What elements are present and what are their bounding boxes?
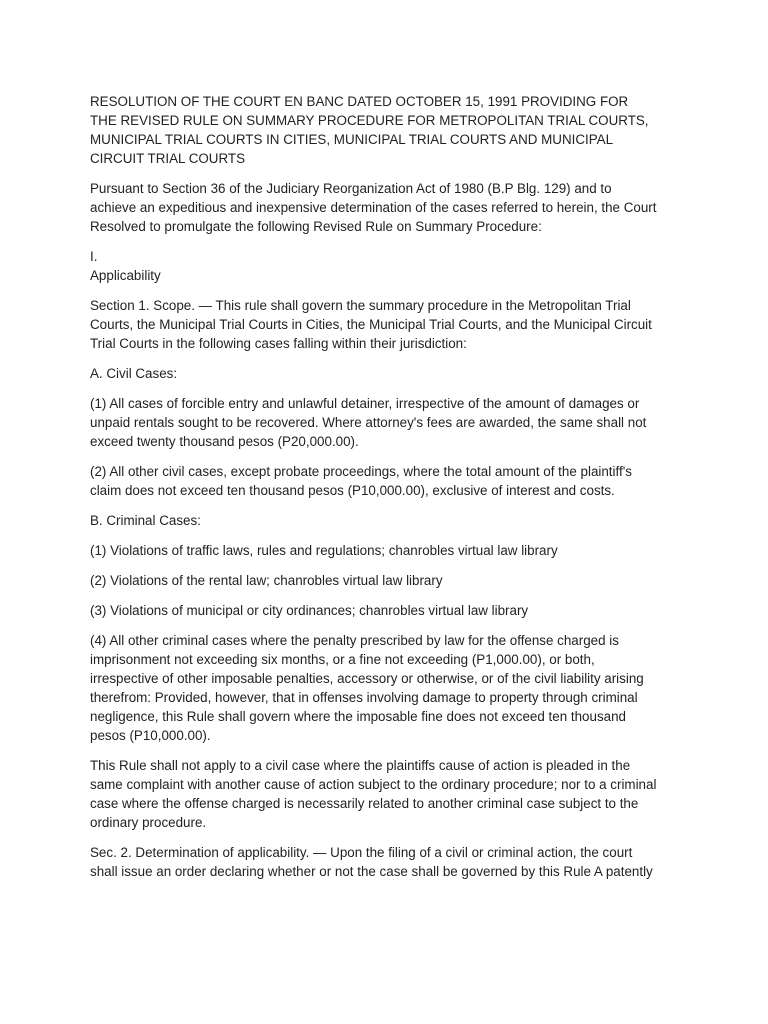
paragraph-line: This Rule shall not apply to a civil case where the plaintiffs cause of action is pleaded in the [90, 758, 631, 773]
civil-cases-heading: A. Civil Cases: [90, 366, 178, 381]
paragraph-line: claim does not exceed ten thousand pesos (P10,000.00), exclusive of interest and costs. [90, 483, 615, 498]
section-2-paragraph [90, 843, 690, 881]
paragraph-line: therefrom: Provided, however, that in offenses involving damage to property through criminal [90, 690, 638, 705]
paragraph-line: pesos (P10,000.00). [90, 728, 211, 743]
paragraph-line: Pursuant to Section 36 of the Judiciary Reorganization Act of 1980 (B.P Blg. 129) and to [90, 181, 612, 196]
document-title [90, 92, 690, 168]
paragraph-line: exceed twenty thousand pesos (P20,000.00). [90, 434, 359, 449]
paragraph-line: imprisonment not exceeding six months, or a fine not exceeding (P1,000.00), or both, [90, 652, 595, 667]
paragraph-line: irrespective of other imposable penalties, accessory or otherwise, or of the civil liability arising [90, 671, 644, 686]
criminal-case-item-4 [90, 631, 690, 745]
paragraph-line: Sec. 2. Determination of applicability. — Upon the filing of a civil or criminal action, the court [90, 845, 633, 860]
paragraph-line: (4) All other criminal cases where the penalty prescribed by law for the offense charged is [90, 633, 619, 648]
section-1-paragraph [90, 296, 690, 353]
paragraph-line: negligence, this Rule shall govern where the imposable fine does not exceed ten thousand [90, 709, 626, 724]
title-line: THE REVISED RULE ON SUMMARY PROCEDURE FOR METROPOLITAN TRIAL COURTS, [90, 113, 649, 128]
title-line: RESOLUTION OF THE COURT EN BANC DATED OCTOBER 15, 1991 PROVIDING FOR [90, 94, 629, 109]
paragraph-line: (2) All other civil cases, except probate proceedings, where the total amount of the plaintiff's [90, 464, 632, 479]
title-line: CIRCUIT TRIAL COURTS [90, 151, 246, 166]
paragraph-line: case where the offense charged is necessarily related to another criminal case subject to the [90, 796, 639, 811]
paragraph-line: unpaid rentals sought to be recovered. Where attorney's fees are awarded, the same shall not [90, 415, 647, 430]
civil-case-item-1 [90, 394, 690, 451]
civil-case-item-2 [90, 462, 690, 500]
paragraph-line: ordinary procedure. [90, 815, 207, 830]
paragraph-line: Courts, the Municipal Trial Courts in Cities, the Municipal Trial Courts, and the Municipal Circuit [90, 317, 652, 332]
paragraph-line: shall issue an order declaring whether or not the case shall be governed by this Rule A patently [90, 864, 653, 879]
criminal-case-item-3: (3) Violations of municipal or city ordinances; chanrobles virtual law library [90, 603, 529, 618]
criminal-case-item-1: (1) Violations of traffic laws, rules and regulations; chanrobles virtual law library [90, 543, 558, 558]
preamble-paragraph [90, 179, 690, 236]
title-line: MUNICIPAL TRIAL COURTS IN CITIES, MUNICIPAL TRIAL COURTS AND MUNICIPAL [90, 132, 614, 147]
exclusion-paragraph [90, 756, 690, 832]
paragraph-line: (1) All cases of forcible entry and unlawful detainer, irrespective of the amount of damages or [90, 396, 640, 411]
paragraph-line: same complaint with another cause of action subject to the ordinary procedure; nor to a criminal [90, 777, 657, 792]
criminal-case-item-2: (2) Violations of the rental law; chanrobles virtual law library [90, 573, 443, 588]
paragraph-line: Section 1. Scope. — This rule shall govern the summary procedure in the Metropolitan Trial [90, 298, 631, 313]
part-number: I. [90, 249, 98, 264]
criminal-cases-heading: B. Criminal Cases: [90, 513, 201, 528]
document-page [90, 92, 690, 892]
part-heading [90, 247, 690, 285]
paragraph-line: Trial Courts in the following cases falling within their jurisdiction: [90, 336, 467, 351]
paragraph-line: achieve an expeditious and inexpensive determination of the cases referred to herein, the Court [90, 200, 657, 215]
paragraph-line: Resolved to promulgate the following Revised Rule on Summary Procedure: [90, 219, 542, 234]
part-title: Applicability [90, 268, 161, 283]
